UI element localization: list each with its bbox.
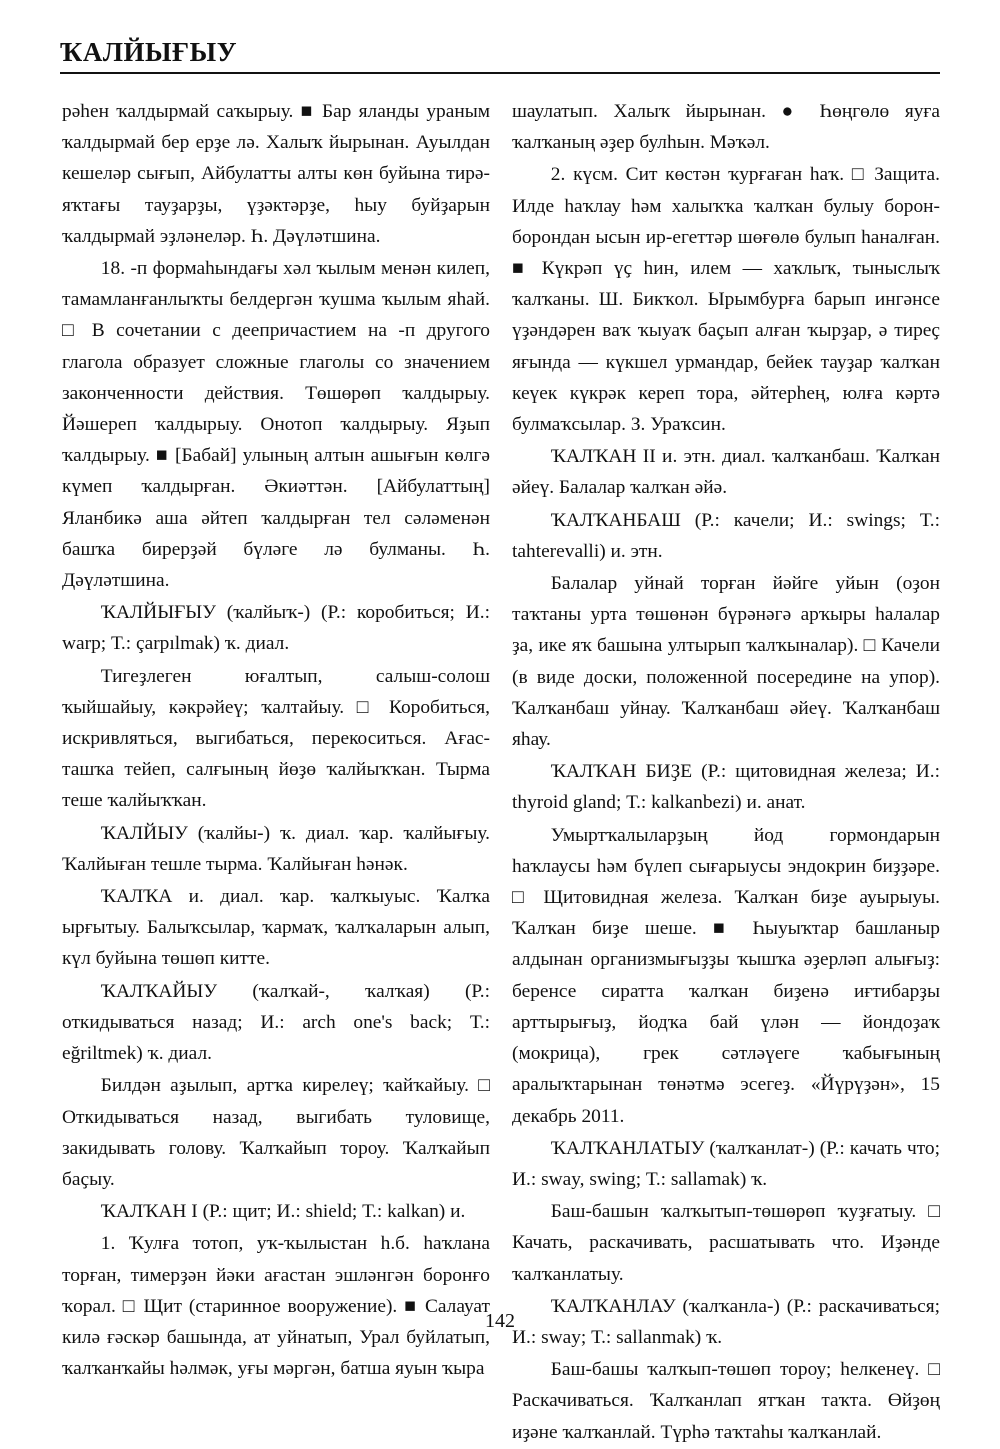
entry-paragraph: Умыртҡалыларҙың йод гормондарын һаҡлаусы һәм бүлеп сығарыусы эндокрин биҙҙәре. □ Щитовидная железа. Ҡалҡан биҙе ауырыуы. Ҡалҡан биҙе шеше. ■ Һыуыҡтар башланыр алдынан организмығыҙҙы ҡышҡа әҙерләп алығыҙ: беренсе сиратта ҡалҡан биҙенә иғтибарҙы арттырығыҙ, йодҡа бай үлән — йондоҙаҡ (мокрица), грек сәтләүеге ҡабығының аралыҡтарынан төнәтмә эсегеҙ. «Йүрүҙән», 15 декабрь 2011. xyxy=(512,824,940,1127)
header-rule xyxy=(60,72,940,74)
entry-paragraph: рәһен ҡалдырмай саҡырыу. ■ Бар яланды ураным ҡалдырмай бер ерҙе лә. Халыҡ йырынан. Ауылдан кешеләр сығып, Айбулатты алты көн буйына тирә-яҡтағы тауҙарҙы, үҙәктәрҙе, һыу буйҙарын ҡалдырмай эҙләнеләр. Һ. Дәүләтшина. xyxy=(62,101,490,247)
entry-paragraph: Баш-башы ҡалҡып-төшөп тороу; һелкенеү. □ Раскачиваться. Ҡалҡанлап ятҡан таҡта. Өйҙөң иҙәне ҡалҡанлай. Түрһә таҡтаһы ҡалҡанлай. xyxy=(512,1359,940,1443)
entry-paragraph: Билдән аҙылып, артҡа кирелеү; ҡайҡайыу. □ Откидываться назад, выгибать туловище, закидывать голову. Ҡалҡайып тороу. Ҡалҡайып баҫыу. xyxy=(62,1075,490,1190)
dictionary-entry: ҠАЛЙЫҒЫУ (ҡалйыҡ-) (Р.: коробиться; И.: warp; Т.: çarpılmak) ҡ. диал. xyxy=(62,602,490,655)
dictionary-entry: ҠАЛҠАН БИҘЕ (Р.: щитовидная железа; И.: thyroid gland; Т.: kalkanbezi) и. анат. xyxy=(512,761,940,814)
entry-paragraph: 18. -п формаһындағы хәл ҡылым менән килеп, тамамланғанлыҡты белдергән ҡушма ҡылым яһай. □ В сочетании с деепричастием на -п другого глагола образует сложные глаголы со значением законченности действия. Төшөрөп ҡалдырыу. Йәшереп ҡалдырыу. Онотоп ҡалдырыу. Яҙып ҡалдырыу. ■ [Бабай] улының алтын ашығын көлгә күмеп ҡалдырған. Әкиәттән. [Айбулаттың] Яланбикә аша әйтеп ҡалдырған тел сәләменән башҡа бирерҙәй бүләге лә булманы. Һ. Дәүләтшина. xyxy=(62,258,490,592)
entry-paragraph: Тигеҙлеген юғалтып, салыш-солош ҡыйшайыу, кәкрәйеү; ҡалтайыу. □ Коробиться, искривляться, выгибаться, перекоситься. Ағас-ташҡа тейеп, салғының йөҙө ҡалйыҡҡан. Тырма теше ҡалйыҡҡан. xyxy=(62,665,490,812)
dictionary-entry: ҠАЛҠАЙЫУ (ҡалҡай-, ҡалҡая) (Р.: откидываться назад; И.: arch one's back; Т.: eğriltmek) ҡ. диал. xyxy=(62,980,490,1065)
dictionary-entry: ҠАЛҠАНЛАТЫУ (ҡалҡанлат-) (Р.: качать что; И.: sway, swing; Т.: sallamak) ҡ. xyxy=(512,1137,940,1190)
running-header-title: ҠАЛЙЫҒЫУ xyxy=(60,37,238,67)
left-column xyxy=(62,96,490,1385)
entry-paragraph: Баш-башын ҡалҡытып-төшөрөп ҡуҙғатыу. □ Качать, раскачивать, расшатывать что. Иҙәнде ҡалҡанлатыу. xyxy=(512,1201,940,1285)
running-header xyxy=(60,36,940,74)
entry-paragraph: шаулатып. Халыҡ йырынан. ● Һөңгөлө яуға ҡалҡаның әҙер булһын. Мәҡәл. xyxy=(512,101,940,154)
page-number: 142 xyxy=(485,1310,515,1332)
dictionary-entry: ҠАЛҠА и. диал. ҡар. ҡалҡыуыс. Ҡалҡа ырғытыу. Балыҡсылар, ҡармаҡ, ҡалҡаларын алып, күл буйына төшөп китте. xyxy=(62,886,490,970)
dictionary-entry: ҠАЛЙЫУ (ҡалйы-) ҡ. диал. ҡар. ҡалйығыу. Ҡалйыған тешле тырма. Ҡалйыған һәнәк. xyxy=(62,822,490,875)
dictionary-entry: ҠАЛҠАНБАШ (Р.: качели; И.: swings; Т.: tahterevalli) и. этн. xyxy=(512,509,940,562)
entry-paragraph: 2. күсм. Сит көстән ҡурғаған һаҡ. □ Защита. Илде һаҡлау һәм халыҡҡа ҡалҡан булыу борон-борондан ысын ир-егеттәр шөғөлө булып һаналған. ■ Күкрәп үҫ һин, илем — хаҡлыҡ, тыныслыҡ ҡалҡаны. Ш. Бикҡол. Ырымбурға барып ингәнсе үҙәндәрен ваҡ ҡыуаҡ баҫып алған ҡырҙар, ә тиреҫ яғында — күкшел урмандар, бейек тауҙар ҡалҡан кеүек күкрәк кереп тора, әйтерһең, юлға кәртә булмаҡсылар. З. Ураҡсин. xyxy=(512,164,940,436)
dictionary-entry: ҠАЛҠАН II и. этн. диал. ҡалҡанбаш. Ҡалҡан әйеү. Балалар ҡалҡан әйә. xyxy=(512,446,940,499)
entry-paragraph: 1. Ҡулға тотоп, уҡ-ҡылыстан һ.б. һаҡлана торған, тимерҙән йәки ағастан эшләнгән боронғо ҡорал. □ Щит (старинное вооружение). ■ Салауат килә ғәскәр башында, ат уйнатып, Урал буйлатып, ҡалҡанҡайы һәлмәк, уғы мәргән, батша яуын ҡыра xyxy=(62,1233,490,1380)
right-column xyxy=(512,96,940,1449)
dictionary-entry: ҠАЛҠАНЛАУ (ҡалҡанла-) (Р.: раскачиваться; И.: sway; Т.: sallanmak) ҡ. xyxy=(512,1295,940,1348)
dictionary-entry: ҠАЛҠАН I (Р.: щит; И.: shield; Т.: kalkan) и. xyxy=(100,1201,466,1223)
entry-paragraph: Балалар уйнай торған йәйге уйын (оҙон таҡтаны урта төшөнән бүрәнәгә арҡыры һалалар ҙа, ике яҡ башына ултырып ҡалҡыналар). □ Качели (в виде доски, положенной посередине на упор). Ҡалҡанбаш уйнау. Ҡалҡанбаш әйеү. Ҡалҡанбаш яһау. xyxy=(512,573,940,751)
